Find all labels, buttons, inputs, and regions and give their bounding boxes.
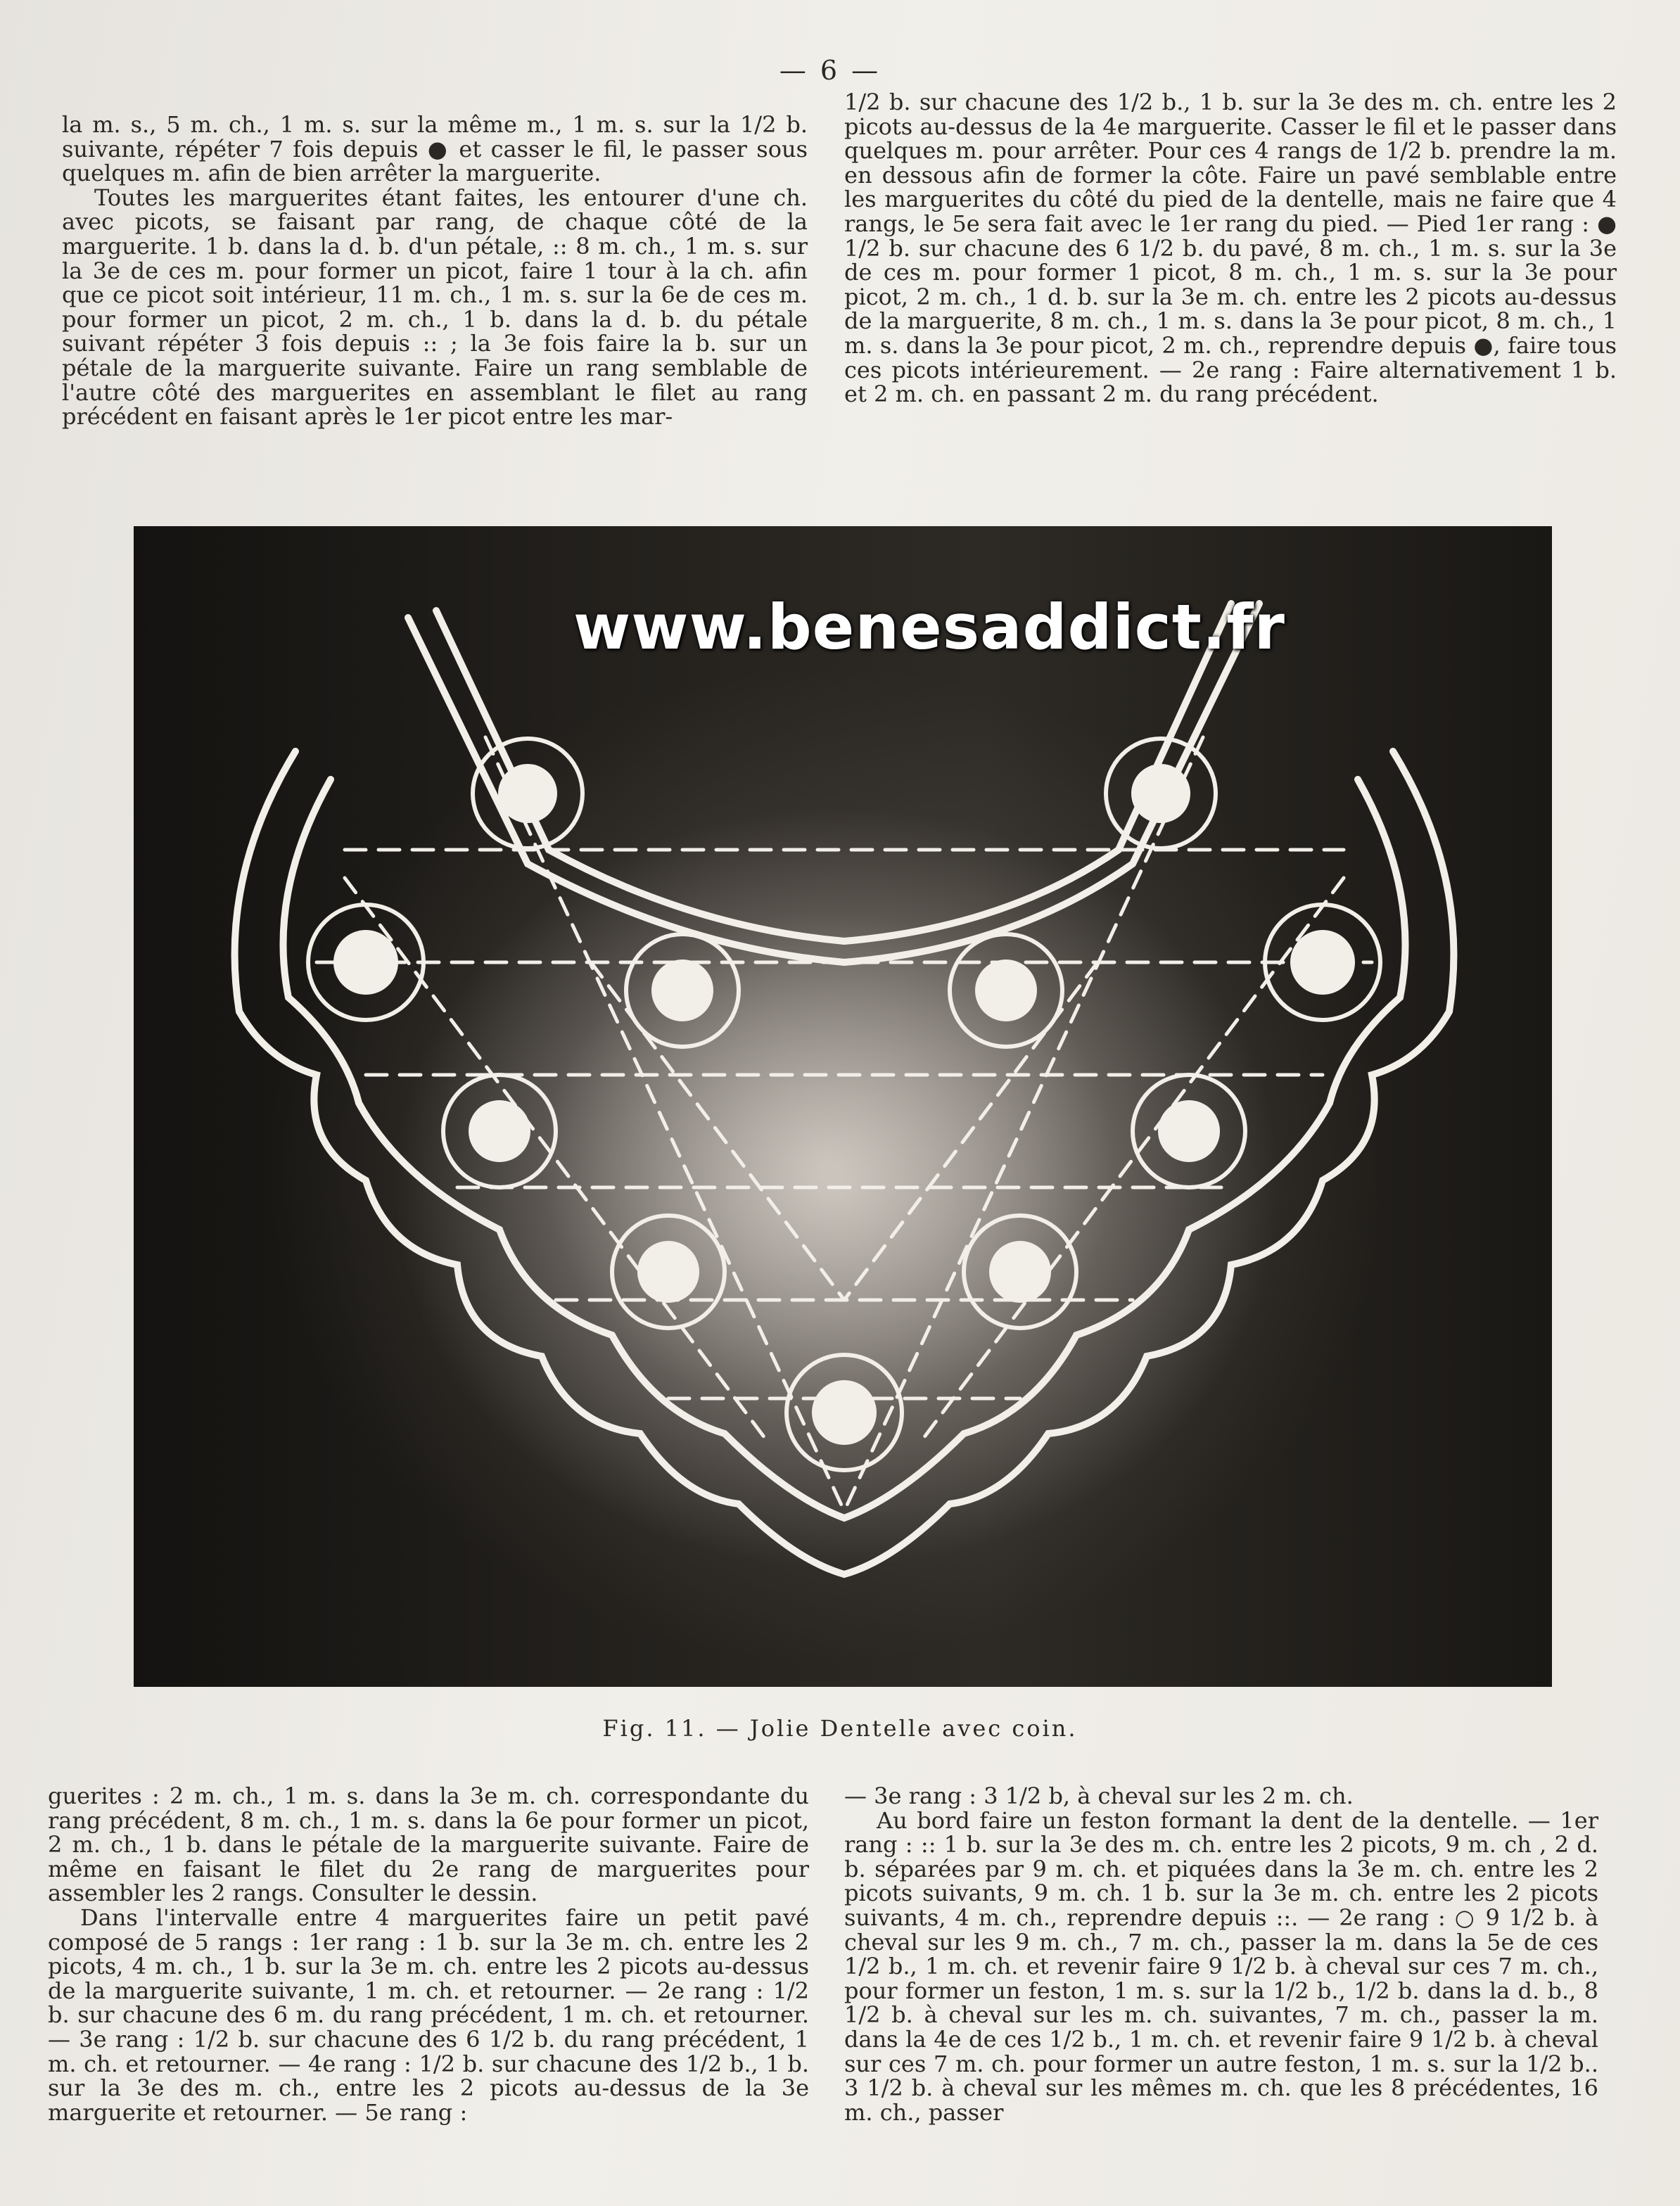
paragraph: Au bord faire un feston formant la dent de la dentelle. — 1er rang : :: 1 b. sur la 3e des m. ch. entre les 2 picots, 9 m. ch , 2 d. b. séparées par 9 m. ch. et piquées dans la 3e m. ch. entre les 2 picots suivants, 9 m. ch. 1 b. sur la 3e m. ch. entre les 2 picots suivants, 4 m. ch., reprendre depuis ::. — 2e rang : ○ 9 1/2 b. à cheval sur les 9 m. ch., 7 m. ch., passer la m. dans la 5e de ces 1/2 b., 1 m. ch. et revenir faire 9 1/2 b. à cheval sur ces 7 m. ch., pour former un feston, 1 m. s. sur la 1/2 b., 1/2 b. dans la d. b., 8 1/2 b. à cheval sur les m. ch. suivantes, 7 m. ch., passer la m. dans la 4e de ces 1/2 b., 1 m. ch. et revenir faire 9 1/2 b. à cheval sur ces 7 m. ch. pour former un autre feston, 1 m. s. sur la 1/2 b.. 3 1/2 b. à cheval sur les mêmes m. ch. que les 8 précédentes, 16 m. ch., passer <box>844 1806 1598 2126</box>
paragraph: 1/2 b. sur chacune des 1/2 b., 1 b. sur la 3e des m. ch. entre les 2 picots au-dessus de la 4e marguerite. Casser le fil et le passer dans quelques m. pour arrêter. Pour ces 4 rangs de 1/2 b. prendre la m. en dessous afin de former la côte. Faire un pavé semblable entre les marguerites du côté du pied de la dentelle, mais ne faire que 4 rangs, le 5e sera fait avec le 1er rang du pied. — Pied 1er rang : ● 1/2 b. sur chacune des 6 1/2 b. du pavé, 8 m. ch., 1 m. s. sur la 3e de ces m. pour former 1 picot, 8 m. ch., 1 m. s. sur la 3e pour picot, 2 m. ch., 1 d. b. sur la 3e m. ch. entre les 2 picots au-dessus de la marguerite, 8 m. ch., 1 m. s. dans la 3e pour picot, 8 m. ch., 1 m. s. dans la 3e pour picot, 2 m. ch., reprendre depuis ●, faire tous ces picots intérieurement. — 2e rang : Faire alternativement 1 b. et 2 m. ch. en passant 2 m. du rang précédent. <box>844 89 1617 408</box>
paragraph: — 3e rang : 3 1/2 b, à cheval sur les 2 m. ch. <box>844 1783 1354 1809</box>
figure-caption: Fig. 11. — Jolie Dentelle avec coin. <box>602 1715 1078 1742</box>
flower-motif <box>812 1380 877 1445</box>
paragraph: Toutes les marguerites étant faites, les entourer d'une ch. avec picots, se faisant par rang, de chaque côté de la marguerite. 1 b. dans la d. b. d'un pétale, :: 8 m. ch., 1 m. s. sur la 3e de ces m. pour former un picot, faire 1 tour à la ch. afin que ce picot soit intérieur, 11 m. ch., 1 m. s. sur la 6e de ces m. pour former un picot, 2 m. ch., 1 b. dans la d. b. du pétale suivant répéter 3 fois depuis :: ; la 3e fois faire la b. sur un pétale de la marguerite suivante. Faire un rang semblable de l'autre côté des marguerites en assemblant le filet au rang précédent en faisant après le 1er picot entre les mar- <box>62 184 808 431</box>
flower-motif <box>333 930 398 995</box>
flower-motif <box>1158 1100 1220 1162</box>
text-column-bottom-right <box>844 1784 1598 2124</box>
lace-illustration <box>134 526 1552 1687</box>
flower-motif <box>975 959 1037 1021</box>
paragraph: guerites : 2 m. ch., 1 m. s. dans la 3e m. ch. correspondante du rang précédent, 8 m. ch., 1 m. s. dans la 6e pour former un picot, 2 m. ch., 1 b. dans le pétale de la marguerite suivante. Faire de même en faisant le filet du 2e rang de marguerites pour assembler les 2 rangs. Consulter le dessin. <box>48 1783 809 1907</box>
text-column-top-right <box>844 90 1617 407</box>
paragraph: Dans l'intervalle entre 4 marguerites faire un petit pavé composé de 5 rangs : 1er rang : 1 b. sur la 3e m. ch. entre les 2 picots, 4 m. ch., 1 b. sur la 3e m. ch. entre les 2 picots au-dessus de la marguerite suivante, 1 m. ch. et retourner. — 2e rang : 1/2 b. sur chacune des 6 m. du rang précédent, 1 m. ch. et retourner. — 3e rang : 1/2 b. sur chacune des 6 1/2 b. du rang précédent, 1 m. ch. et retourner. — 4e rang : 1/2 b. sur chacune des 1/2 b., 1 b. sur la 3e des m. ch., entre les 2 picots au-dessus de la 3e marguerite et retourner. — 5e rang : <box>48 1904 809 2126</box>
text-column-top-left <box>62 113 808 429</box>
lace-photograph <box>134 526 1552 1687</box>
text-column-bottom-left <box>48 1784 809 2124</box>
paragraph: la m. s., 5 m. ch., 1 m. s. sur la même m., 1 m. s. sur la 1/2 b. suivante, répéter 7 fois depuis ● et casser le fil, le passer sous quelques m. afin de bien arrêter la marguerite. <box>62 111 808 187</box>
page-number: — 6 — <box>779 55 882 86</box>
flower-motif <box>469 1100 530 1162</box>
flower-motif <box>989 1241 1051 1303</box>
flower-motif <box>498 764 557 823</box>
flower-motif <box>637 1241 699 1303</box>
flower-motif <box>1131 764 1190 823</box>
watermark-text: www.benesaddict.fr <box>573 591 1285 663</box>
flower-motif <box>1290 930 1355 995</box>
flower-motif <box>651 959 713 1021</box>
